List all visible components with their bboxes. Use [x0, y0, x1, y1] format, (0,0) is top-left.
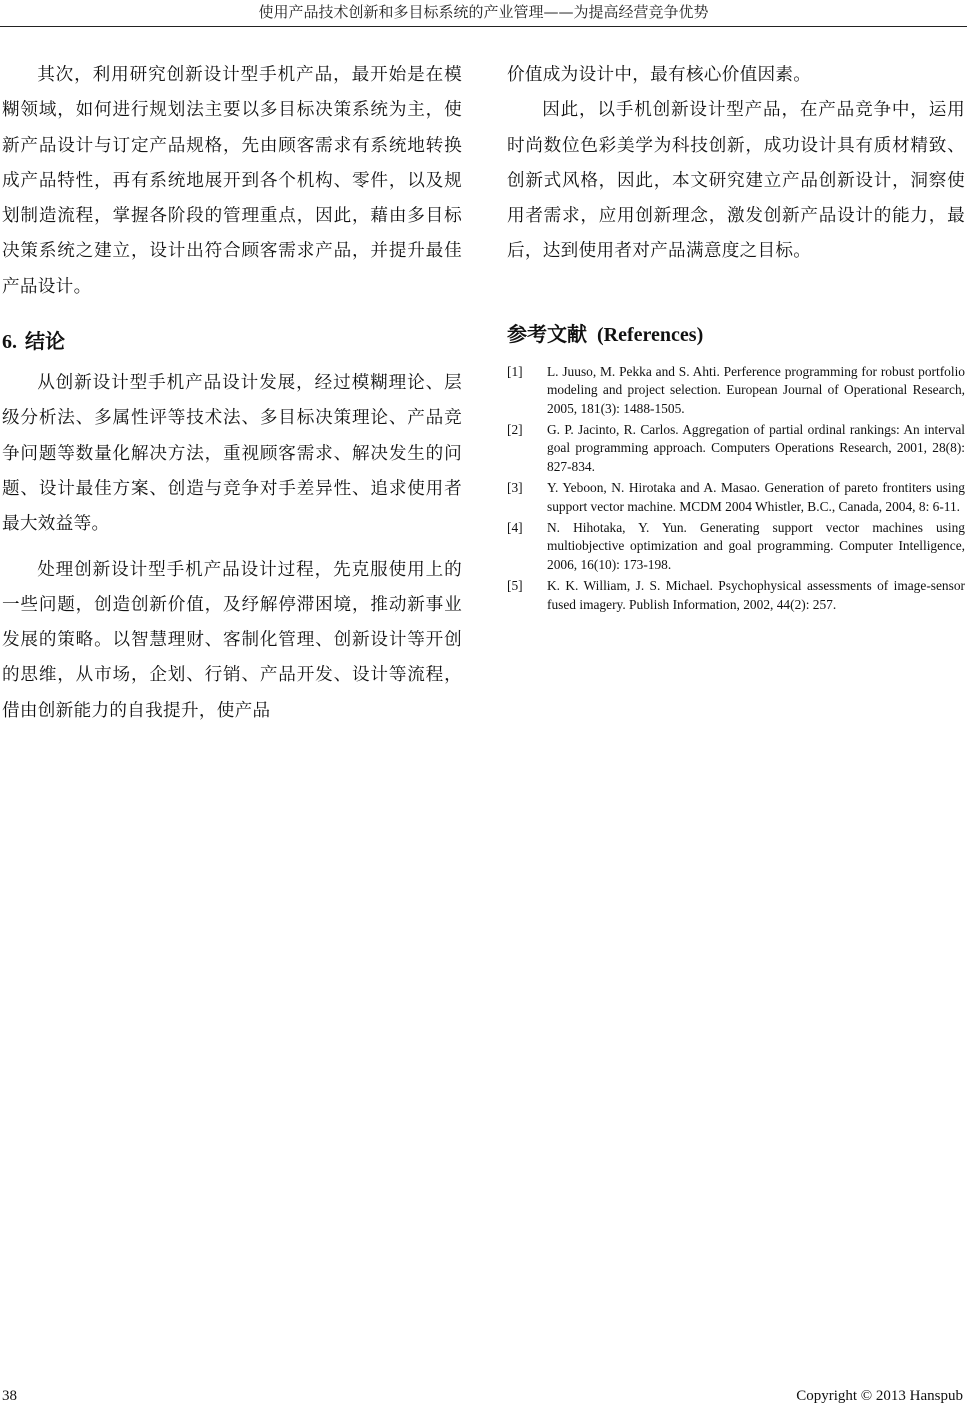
right-column	[507, 58, 965, 617]
reference-list	[507, 363, 965, 614]
reference-number: [3]	[507, 480, 523, 496]
section-heading	[2, 327, 462, 356]
body-paragraph: 处理创新设计型手机产品设计过程，先克服使用上的一些问题，创造创新价值，及纾解停滞困境，推动新事业发展的策略。以智慧理财、客制化管理、创新设计等开创的思维，从市场，企划、行销、产品开发、设计等流程，借由创新能力的自我提升，使产品	[2, 559, 462, 721]
reference-number: [1]	[507, 363, 523, 379]
body-paragraph: 从创新设计型手机产品设计发展，经过模糊理论、层级分析法、多属性评等技术法、多目标决策理论、产品竞争问题等数量化解决方法，重视顾客需求、解决发生的问题、设计最佳方案、创造与竞争对手差异性、追求使用者最大效益等。	[2, 373, 462, 535]
body-paragraph-continuation: 价值成为设计中，最有核心价值因素。	[507, 65, 812, 85]
reference-number: [5]	[507, 578, 523, 594]
reference-text: Y. Yeboon, N. Hirotaka and A. Masao. Generation of pareto frontiters using support vector machine. MCDM 2004 Whistler, B.C., Canada, 2004, 8: 6-11.	[547, 480, 965, 514]
references-title-cn: 参考文献	[507, 321, 587, 346]
reference-text: K. K. William, J. S. Michael. Psychophysical assessments of image-sensor fused imagery. Publish Information, 2002, 44(2): 257.	[547, 578, 965, 612]
references-heading	[507, 320, 965, 349]
reference-item	[507, 421, 965, 476]
page-number: 38	[2, 1388, 17, 1404]
body-paragraph: 其次，利用研究创新设计型手机产品，最开始是在模糊领域，如何进行规划法主要以多目标决策系统为主，使新产品设计与订定产品规格，先由顾客需求有系统地转换成产品特性，再有系统地展开到各个机构、零件，以及规划制造流程，掌握各阶段的管理重点，因此，藉由多目标决策系统之建立，设计出符合顾客需求产品，并提升最佳产品设计。	[2, 65, 462, 297]
reference-text: L. Juuso, M. Pekka and S. Ahti. Perference programming for robust portfolio modeling and project selection. European Journal of Operational Research, 2005, 181(3): 1488-1505.	[547, 363, 965, 416]
copyright-notice: Copyright © 2013 Hanspub	[796, 1388, 963, 1404]
header-rule	[0, 26, 967, 27]
reference-number: [2]	[507, 422, 523, 437]
reference-text: G. P. Jacinto, R. Carlos. Aggregation of partial ordinal rankings: An interval goal programming approach. Computers Operations Research, 2001, 28(8): 827-834.	[547, 422, 965, 474]
reference-item	[507, 363, 965, 418]
references-title-en: (References)	[597, 323, 704, 346]
reference-number: [4]	[507, 520, 523, 536]
reference-item	[507, 577, 965, 614]
reference-item	[507, 479, 965, 516]
left-column	[2, 58, 462, 729]
body-paragraph: 因此，以手机创新设计型产品，在产品竞争中，运用时尚数位色彩美学为科技创新，成功设计具有质材精致、创新式风格，因此，本文研究建立产品创新设计，洞察使用者需求，应用创新理念，激发创新产品设计的能力，最后，达到使用者对产品满意度之目标。	[507, 100, 965, 262]
reference-text: N. Hihotaka, Y. Yun. Generating support vector machines using multiobjective optimization and goal programming. Computer Intelligence, 2006, 16(10): 173-198.	[547, 520, 965, 572]
reference-item	[507, 519, 965, 574]
running-header: 使用产品技术创新和多目标系统的产业管理——为提高经营竞争优势	[258, 3, 709, 21]
section-title: 结论	[25, 329, 65, 354]
section-number: 6.	[2, 331, 17, 354]
